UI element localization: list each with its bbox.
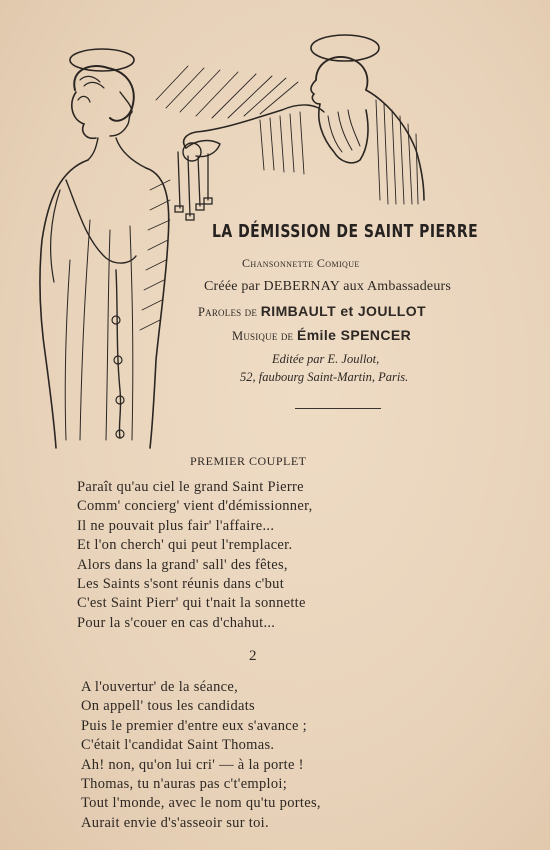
music-author: Émile SPENCER [296,327,412,343]
verse-line: Les Saints s'sont réunis dans c'but [77,576,285,593]
music-prefix: Musique de [232,329,294,343]
verse-line: C'est Saint Pierr' qui t'nait la sonnette [77,595,306,612]
creator-line: Créée par DEBERNAY aux Ambassadeurs [204,279,452,294]
verse-line: Comm' concierg' vient d'démissionner, [77,498,313,515]
divider [295,408,381,409]
verse-line: Paraît qu'au ciel le grand Saint Pierre [77,479,304,495]
verse-line: Aurait envie d's'asseoir sur toi. [81,814,269,831]
verse-line: Il ne pouvait plus fair' l'affaire... [77,517,275,534]
verse-line: Pour la s'couer en cas d'chahut... [77,614,276,631]
verse-line: C'était l'candidat Saint Thomas. [81,737,275,754]
verse-line: Thomas, tu n'auras pas c't'emploi; [81,776,288,793]
publisher-line: Editée par E. Joullot, [272,352,380,366]
song-subtitle: Chansonnette Comique [242,256,360,270]
verse-line: Ah! non, qu'on lui cri' — à la porte ! [81,756,304,773]
publisher-address: 52, faubourg Saint-Martin, Paris. [240,370,409,384]
lyrics-credit [198,303,426,321]
song-title: LA DÉMISSION DE SAINT PIERRE [212,222,479,242]
verse-line: Et l'on cherch' qui peut l'remplacer. [77,537,293,554]
couplet-number: 2 [249,648,257,664]
lyrics-prefix: Paroles de [198,305,258,319]
verse-line: Alors dans la grand' sall' des fêtes, [77,556,288,573]
couplet-1-verse [77,478,313,633]
couplet-heading: PREMIER COUPLET [190,454,307,468]
lyrics-authors: RIMBAULT et JOULLOT [260,303,426,319]
verse-line: On appell' tous les candidats [81,698,255,715]
music-credit [232,327,411,345]
verse-line: Puis le premier d'entre eux s'avance ; [81,717,307,734]
verse-line: Tout l'monde, avec le nom qu'tu portes, [81,795,321,812]
verse-line: A l'ouvertur' de la séance, [81,679,239,695]
couplet-2-verse [77,678,321,833]
